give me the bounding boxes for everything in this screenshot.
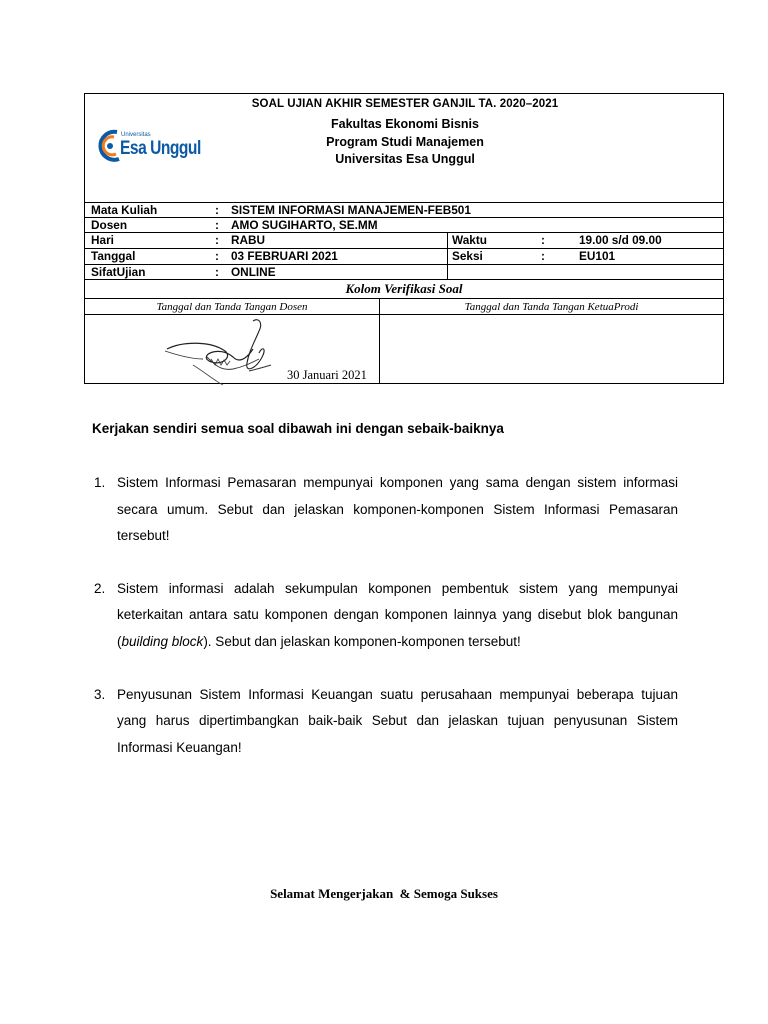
question-item (94, 470, 678, 550)
cell-divider (447, 233, 448, 248)
exam-instruction: Kerjakan sendiri semua soal dibawah ini dengan sebaik-baiknya (92, 421, 504, 436)
closing-message (0, 886, 768, 902)
question-item (94, 576, 678, 656)
verification-title-row (85, 279, 723, 299)
colon: : (541, 249, 545, 263)
university-name: Universitas Esa Unggul (335, 152, 475, 166)
question-term: building block (121, 633, 204, 649)
value-sifat-ujian: ONLINE (231, 265, 276, 279)
exam-title: SOAL UJIAN AKHIR SEMESTER GANJIL TA. 2020–2021 (251, 98, 559, 110)
row-tanggal (85, 248, 723, 264)
program-name: Program Studi Manajemen (326, 134, 484, 149)
colon: : (215, 233, 219, 247)
label-sifat-ujian: SifatUjian (91, 265, 146, 279)
question-text: Sistem Informasi Pemasaran mempunyai komponen yang sama dengan sistem informasi secara umum. Sebut dan jelaskan komponen-komponen Sistem Informasi Pemasaran tersebut! (117, 475, 678, 544)
question-item (94, 682, 678, 762)
row-sifat-ujian (85, 264, 723, 280)
colon: : (215, 265, 219, 279)
verification-title: Kolom Verifikasi Soal (345, 281, 463, 296)
row-mata-kuliah (85, 202, 723, 218)
value-tanggal: 03 FEBRUARI 2021 (231, 249, 338, 263)
value-dosen: AMO SUGIHARTO, SE.MM (231, 218, 378, 232)
label-waktu: Waktu (452, 233, 487, 247)
question-number: 3. (94, 686, 106, 702)
row-hari (85, 232, 723, 248)
handwritten-signature-icon (163, 315, 273, 387)
exam-header-box (84, 93, 724, 384)
colon: : (215, 203, 219, 217)
value-hari: RABU (231, 233, 266, 247)
signature-header-row (85, 298, 723, 315)
lecturer-sign-date: 30 Januari 2021 (287, 368, 367, 382)
university-logo (95, 126, 200, 166)
cell-divider (379, 315, 380, 384)
closing-text: Selamat Mengerjakan & Semoga Sukses (270, 886, 498, 901)
label-dosen: Dosen (91, 218, 128, 232)
question-text: Sistem informasi adalah sekumpulan komponen pembentuk sistem yang mempunyai keterkaitan antara satu komponen dengan komponen lainnya yang disebut blok bangunan ( (117, 580, 678, 649)
logo-name: Esa Unggul (120, 138, 201, 159)
lecturer-signature-header: Tanggal dan Tanda Tangan Dosen (156, 301, 308, 313)
colon: : (215, 218, 219, 232)
label-hari: Hari (91, 233, 114, 247)
value-mata-kuliah: SISTEM INFORMASI MANAJEMEN-FEB501 (231, 203, 471, 217)
faculty-name: Fakultas Ekonomi Bisnis (331, 117, 479, 131)
question-text: Penyusunan Sistem Informasi Keuangan suatu perusahaan mempunyai beberapa tujuan yang harus dipertimbangkan baik-baik Sebut dan jelaskan tujuan penyusunan Sistem Informasi Keuangan! (117, 686, 678, 755)
label-tanggal: Tanggal (91, 249, 136, 263)
cell-divider (447, 249, 448, 264)
label-seksi: Seksi (452, 249, 483, 263)
label-mata-kuliah: Mata Kuliah (91, 203, 158, 217)
cell-divider (447, 265, 448, 280)
question-list (94, 470, 678, 787)
question-text: ). Sebut dan jelaskan komponen-komponen tersebut! (203, 633, 521, 649)
question-number: 2. (94, 580, 106, 596)
signature-row (85, 314, 723, 384)
value-seksi: EU101 (579, 249, 616, 263)
head-signature-header: Tanggal dan Tanda Tangan KetuaProdi (464, 301, 639, 313)
title-area (85, 94, 723, 202)
row-dosen (85, 217, 723, 233)
colon: : (541, 233, 545, 247)
question-number: 1. (94, 475, 106, 490)
logo-small-text: Universitas (121, 132, 151, 138)
colon: : (215, 249, 219, 263)
value-waktu: 19.00 s/d 09.00 (579, 233, 662, 247)
